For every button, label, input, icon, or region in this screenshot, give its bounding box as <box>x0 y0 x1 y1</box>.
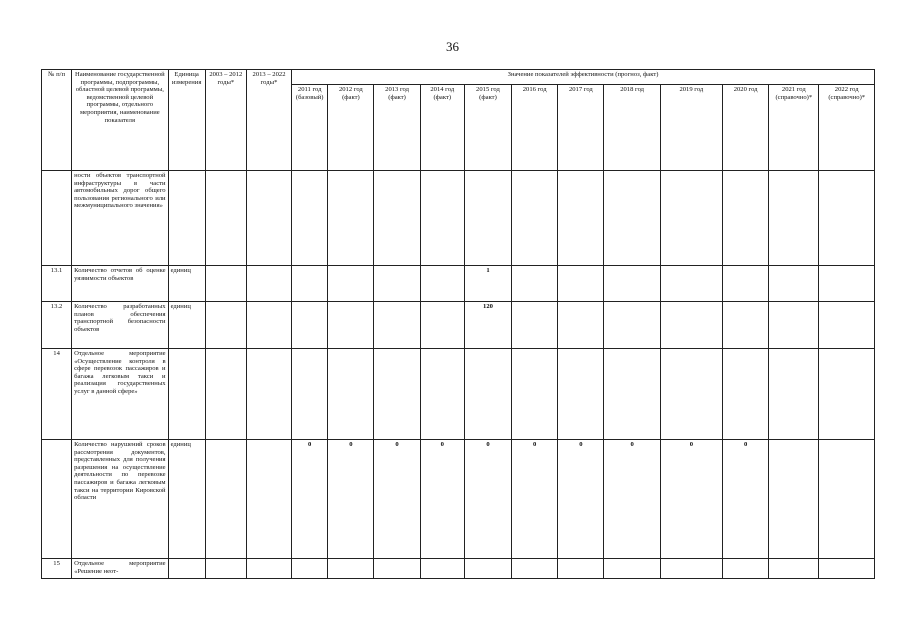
value-cell <box>769 559 819 579</box>
value-cell <box>292 349 328 440</box>
header-year: 2018 год <box>604 85 660 171</box>
row-name: ности объектов транспортной инфраструктуры в части автомобильных дорог общего пользования регионального или межмуниципального значения» <box>72 171 168 266</box>
value-cell <box>723 171 769 266</box>
cell-2013-2022 <box>246 302 291 349</box>
table-row <box>42 349 875 440</box>
value-cell <box>374 349 420 440</box>
value-cell <box>292 302 328 349</box>
cell-2003-2012 <box>205 440 246 559</box>
value-cell <box>604 559 660 579</box>
value-cell <box>512 559 558 579</box>
table-row <box>42 266 875 302</box>
value-cell <box>819 302 875 349</box>
page-number: 36 <box>446 39 459 54</box>
row-unit: единиц <box>168 266 205 302</box>
header-year: 2012 год (факт) <box>328 85 374 171</box>
value-cell <box>819 171 875 266</box>
header-year: 2013 год (факт) <box>374 85 420 171</box>
value-cell <box>769 302 819 349</box>
row-num: 13.1 <box>42 266 72 302</box>
header-year: 2015 год (факт) <box>464 85 511 171</box>
header-year: 2016 год <box>512 85 558 171</box>
value-cell <box>374 266 420 302</box>
value-cell <box>723 349 769 440</box>
header-year: 2019 год <box>660 85 722 171</box>
value-cell <box>328 171 374 266</box>
value-cell: 0 <box>328 440 374 559</box>
row-unit <box>168 349 205 440</box>
value-cell <box>328 302 374 349</box>
value-cell <box>420 266 464 302</box>
value-cell <box>769 171 819 266</box>
value-cell <box>420 171 464 266</box>
value-cell <box>292 171 328 266</box>
value-cell <box>558 559 604 579</box>
row-num: 14 <box>42 349 72 440</box>
efficiency-table <box>41 69 875 579</box>
header-year: 2021 год (справочно)* <box>769 85 819 171</box>
header-indicator-values: Значение показателей эффективности (прогноз, факт) <box>292 70 875 85</box>
cell-2013-2022 <box>246 559 291 579</box>
value-cell <box>512 266 558 302</box>
value-cell <box>512 171 558 266</box>
value-cell: 0 <box>604 440 660 559</box>
value-cell <box>558 302 604 349</box>
cell-2013-2022 <box>246 171 291 266</box>
header-year: 2020 год <box>723 85 769 171</box>
value-cell: 1 <box>464 266 511 302</box>
value-cell <box>558 171 604 266</box>
table-row <box>42 559 875 579</box>
value-cell <box>604 266 660 302</box>
cell-2003-2012 <box>205 559 246 579</box>
value-cell <box>512 302 558 349</box>
value-cell <box>558 349 604 440</box>
value-cell <box>660 559 722 579</box>
value-cell <box>769 349 819 440</box>
value-cell <box>819 559 875 579</box>
value-cell <box>420 349 464 440</box>
value-cell <box>328 559 374 579</box>
value-cell <box>723 302 769 349</box>
value-cell <box>420 302 464 349</box>
row-unit: единиц <box>168 440 205 559</box>
value-cell <box>660 171 722 266</box>
header-year: 2014 год (факт) <box>420 85 464 171</box>
value-cell <box>819 440 875 559</box>
row-num: 13.2 <box>42 302 72 349</box>
value-cell <box>512 349 558 440</box>
value-cell <box>328 349 374 440</box>
value-cell <box>604 302 660 349</box>
value-cell <box>374 171 420 266</box>
value-cell <box>819 349 875 440</box>
header-year: 2017 год <box>558 85 604 171</box>
value-cell <box>292 559 328 579</box>
table-row <box>42 302 875 349</box>
row-unit <box>168 559 205 579</box>
value-cell <box>292 266 328 302</box>
value-cell <box>328 266 374 302</box>
value-cell <box>604 171 660 266</box>
row-name: Количество разработанных планов обеспечения транспортной безопасности объектов <box>72 302 168 349</box>
value-cell <box>420 559 464 579</box>
value-cell: 0 <box>374 440 420 559</box>
value-cell <box>464 559 511 579</box>
cell-2013-2022 <box>246 440 291 559</box>
value-cell <box>660 302 722 349</box>
value-cell: 0 <box>292 440 328 559</box>
header-year: 2011 год (базовый) <box>292 85 328 171</box>
value-cell <box>769 266 819 302</box>
value-cell <box>723 266 769 302</box>
value-cell <box>464 171 511 266</box>
row-name: Количество отчетов об оценке уязвимости объектов <box>72 266 168 302</box>
value-cell: 0 <box>660 440 722 559</box>
header-unit: Единица измерения <box>168 70 205 171</box>
header-2003-2012: 2003 – 2012 годы* <box>205 70 246 171</box>
cell-2003-2012 <box>205 349 246 440</box>
row-num <box>42 440 72 559</box>
value-cell: 0 <box>558 440 604 559</box>
header-year: 2022 год (справочно)* <box>819 85 875 171</box>
value-cell: 0 <box>464 440 511 559</box>
value-cell <box>374 302 420 349</box>
value-cell <box>660 349 722 440</box>
value-cell: 0 <box>512 440 558 559</box>
value-cell: 0 <box>723 440 769 559</box>
header-2013-2022: 2013 – 2022 годы* <box>246 70 291 171</box>
value-cell <box>819 266 875 302</box>
table-row <box>42 171 875 266</box>
row-name: Отдельное мероприятие «Осуществление контроля в сфере перевозок пассажиров и багажа легковым такси и реализация государственных услуг в данной сфере» <box>72 349 168 440</box>
value-cell: 0 <box>420 440 464 559</box>
cell-2013-2022 <box>246 266 291 302</box>
cell-2003-2012 <box>205 171 246 266</box>
value-cell: 120 <box>464 302 511 349</box>
table-row <box>42 440 875 559</box>
row-unit <box>168 171 205 266</box>
cell-2013-2022 <box>246 349 291 440</box>
value-cell <box>769 440 819 559</box>
value-cell <box>464 349 511 440</box>
header-name: Наименование государственной программы, подпрограммы, областной целевой программы, ведомственной целевой программы, отдельного мероприятия, наименование показателя <box>72 70 168 171</box>
cell-2003-2012 <box>205 266 246 302</box>
row-name: Отдельное мероприятие «Решение неот- <box>72 559 168 579</box>
header-num: № п/п <box>42 70 72 171</box>
row-name: Количество нарушений сроков рассмотрения документов, представленных для получения разрешения на осуществление деятельности по перевозке пассажиров и багажа легковым такси на территории Кировской области <box>72 440 168 559</box>
value-cell <box>604 349 660 440</box>
value-cell <box>660 266 722 302</box>
value-cell <box>723 559 769 579</box>
row-unit: единиц <box>168 302 205 349</box>
row-num: 15 <box>42 559 72 579</box>
value-cell <box>374 559 420 579</box>
value-cell <box>558 266 604 302</box>
cell-2003-2012 <box>205 302 246 349</box>
row-num <box>42 171 72 266</box>
